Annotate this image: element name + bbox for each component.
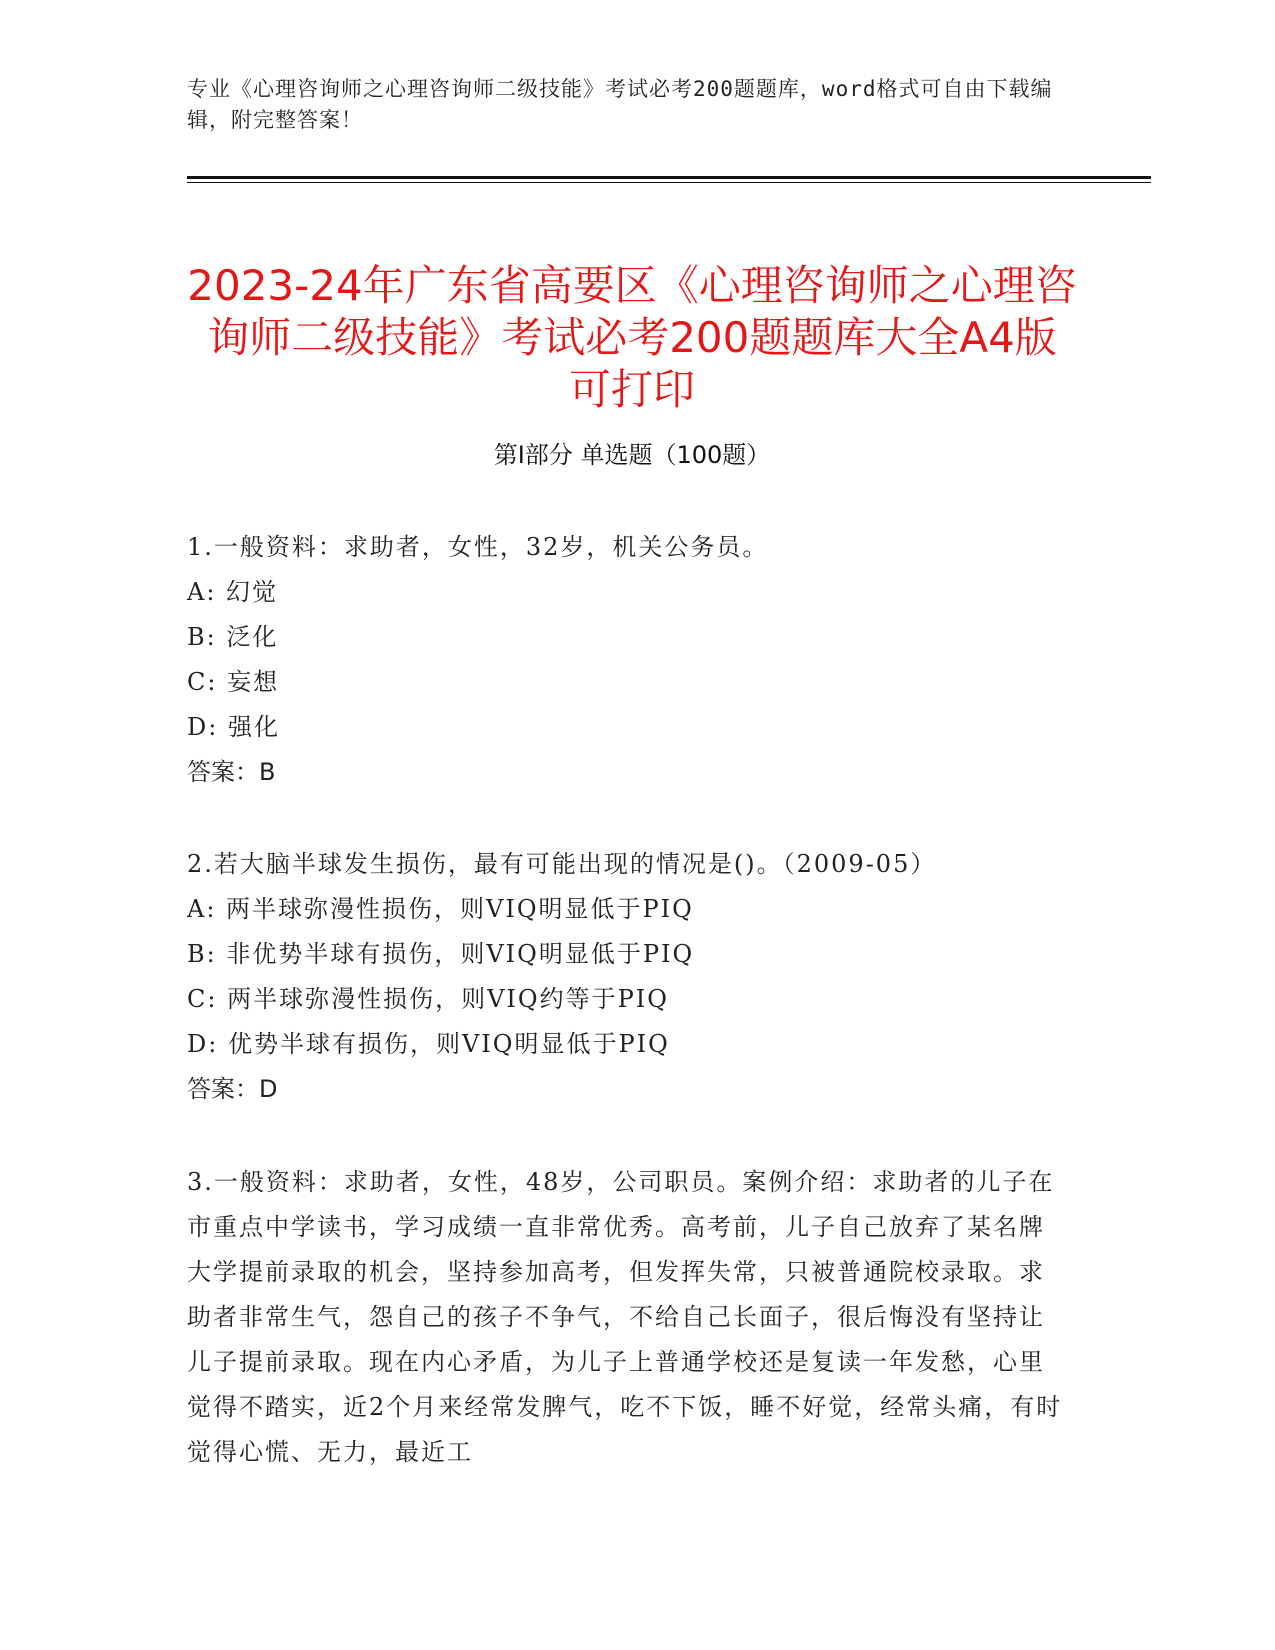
option-c: C: 两半球弥漫性损伤，则VIQ约等于PIQ [187,985,669,1013]
question-stem: 1.一般资料：求助者，女性，32岁，机关公务员。 [187,533,769,561]
document-title: 2023-24年广东省高要区《心理咨询师之心理咨询师二级技能》考试必考200题题库大全A4版可打印 [187,261,1077,415]
section-heading: 第Ⅰ部分 单选题（100题） [493,441,771,469]
header-note: 专业《心理咨询师之心理咨询师二级技能》考试必考200题题库，word格式可自由下载编辑，附完整答案！ [187,77,1053,132]
option-b: B: 泛化 [187,623,279,651]
question-1 [187,525,1067,795]
option-a: A: 幻觉 [187,578,279,606]
question-2 [187,842,1067,1112]
answer: 答案：B [187,758,276,786]
header-divider-thick [187,176,1151,179]
option-d: D: 强化 [187,713,280,741]
option-c: C: 妄想 [187,668,280,696]
header-divider-thin [187,182,1151,183]
question-3 [187,1160,1067,1475]
option-b: B: 非优势半球有损伤，则VIQ明显低于PIQ [187,940,695,968]
answer: 答案：D [187,1075,278,1103]
question-stem: 2.若大脑半球发生损伤，最有可能出现的情况是()。（2009-05） [187,850,937,878]
option-d: D: 优势半球有损伤，则VIQ明显低于PIQ [187,1030,670,1058]
question-stem: 3.一般资料：求助者，女性，48岁，公司职员。案例介绍：求助者的儿子在市重点中学读书，学习成绩一直非常优秀。高考前，儿子自己放弃了某名牌大学提前录取的机会，坚持参加高考，但发挥失常，只被普通院校录取。求助者非常生气，怨自己的孩子不争气，不给自己长面子，很后悔没有坚持让儿子提前录取。现在内心矛盾，为儿子上普通学校还是复读一年发愁，心里觉得不踏实，近2个月来经常发脾气，吃不下饭，睡不好觉，经常头痛，有时觉得心慌、无力，最近工 [187,1168,1063,1466]
option-a: A: 两半球弥漫性损伤，则VIQ明显低于PIQ [187,895,694,923]
